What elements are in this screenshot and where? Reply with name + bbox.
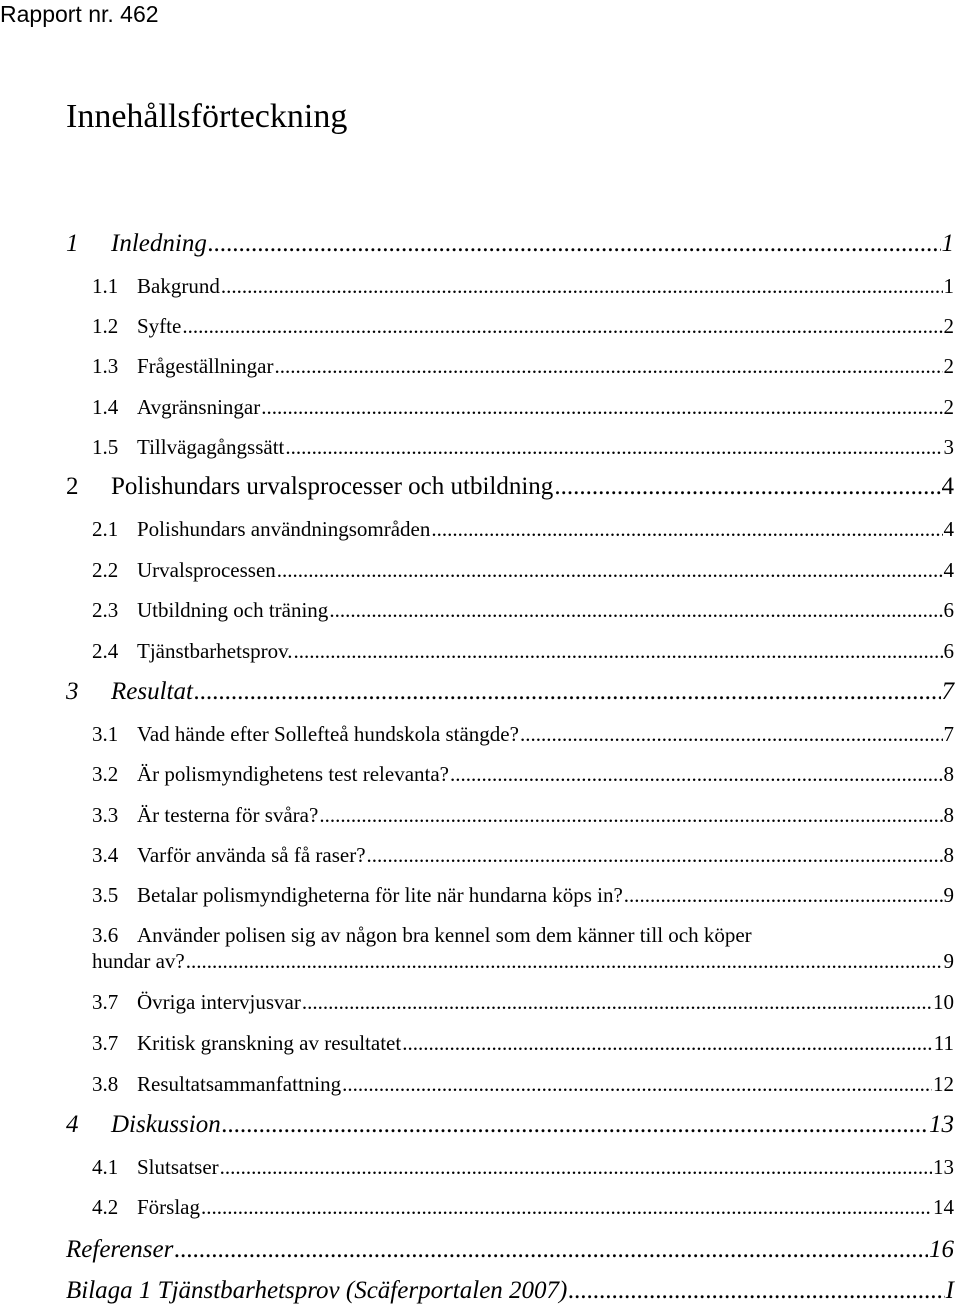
toc-entry-page: 7 [941, 678, 954, 705]
toc-entry-label: Bilaga 1 Tjänstbarhetsprov (Scäferportalen 2007) [66, 1277, 568, 1304]
toc-entry-label: Vad hände efter Sollefteå hundskola stängde? [137, 722, 519, 746]
toc-entry-page: 2 [943, 314, 954, 338]
toc-entry-section[interactable] [92, 761, 954, 787]
toc-dot-leader [186, 948, 943, 974]
toc-entry-page: 2 [943, 395, 954, 419]
toc-entry-page: 14 [933, 1195, 954, 1219]
toc-entry-appendix-1[interactable] [66, 1276, 954, 1306]
toc-entry-page: 8 [943, 843, 954, 867]
toc-entry-section[interactable] [92, 842, 954, 868]
toc-entry-number: 3.6 [92, 923, 119, 947]
toc-entry-number: 3 [66, 678, 79, 705]
toc-dot-leader [319, 802, 942, 828]
toc-entry-label: Diskussion [111, 1111, 221, 1138]
toc-entry-label: Övriga intervjusvar [137, 990, 301, 1014]
toc-entry-number: 3.4 [92, 843, 119, 867]
toc-dot-leader [302, 989, 932, 1015]
toc-entry-page: 12 [933, 1072, 954, 1096]
toc-entry-label-continued: hundar av? [92, 949, 185, 973]
toc-entry-label: Slutsatser [137, 1155, 219, 1179]
toc-entry-section[interactable] [92, 557, 954, 583]
toc-dot-leader [174, 1235, 928, 1265]
toc-entry-section[interactable] [92, 989, 954, 1015]
toc-entry-label: Resultat [111, 678, 193, 705]
toc-entry-label: Utbildning och träning [137, 598, 329, 622]
toc-entry-page: I [945, 1277, 954, 1304]
toc-entry-number: 4.1 [92, 1155, 119, 1179]
toc-dot-leader [220, 1154, 932, 1180]
toc-dot-leader [402, 1030, 933, 1056]
toc-entry-section[interactable] [92, 882, 954, 908]
toc-entry-number: 2.2 [92, 558, 119, 582]
toc-entry-page: 4 [941, 473, 954, 500]
toc-entry-page: 3 [943, 435, 954, 459]
toc-dot-leader [277, 557, 943, 583]
toc-dot-leader [329, 597, 942, 623]
toc-entry-label: Bakgrund [137, 274, 220, 298]
toc-entry-page: 13 [933, 1155, 954, 1179]
toc-dot-leader [182, 313, 942, 339]
toc-dot-leader [624, 882, 943, 908]
toc-entry-number: 3.5 [92, 883, 119, 907]
toc-entry-section[interactable] [92, 1030, 954, 1056]
toc-entry-number: 3.3 [92, 803, 119, 827]
toc-entry-chapter-1[interactable] [66, 229, 954, 259]
report-number-header: Rapport nr. 462 [0, 1, 159, 27]
toc-entry-section[interactable] [92, 802, 954, 828]
toc-dot-leader [208, 229, 941, 259]
toc-entry-label: Är testerna för svåra? [137, 803, 319, 827]
toc-entry-page: 7 [943, 722, 954, 746]
toc-entry-number: 3.1 [92, 722, 119, 746]
toc-entry-section[interactable] [92, 1194, 954, 1220]
toc-entry-label: Inledning [111, 230, 207, 257]
toc-entry-section[interactable] [92, 394, 954, 420]
toc-entry-section[interactable] [92, 922, 954, 974]
toc-dot-leader [342, 1071, 932, 1097]
toc-dot-leader [285, 434, 942, 460]
toc-entry-label: Syfte [137, 314, 182, 338]
toc-entry-section[interactable] [92, 516, 954, 542]
toc-entry-number: 2.3 [92, 598, 119, 622]
toc-entry-number: 4.2 [92, 1195, 119, 1219]
toc-entry-section[interactable] [92, 1071, 954, 1097]
toc-entry-number: 3.2 [92, 762, 119, 786]
toc-dot-leader [367, 842, 943, 868]
toc-entry-page: 16 [929, 1236, 954, 1263]
toc-entry-page: 1 [943, 274, 954, 298]
toc-entry-section[interactable] [92, 353, 954, 379]
toc-entry-label: Kritisk granskning av resultatet [137, 1031, 402, 1055]
toc-entry-section[interactable] [92, 597, 954, 623]
toc-entry-section[interactable] [92, 1154, 954, 1180]
toc-entry-section[interactable] [92, 638, 954, 664]
toc-entry-number: 3.7 [92, 1031, 119, 1055]
toc-dot-leader [450, 761, 943, 787]
toc-entry-page: 4 [943, 517, 954, 541]
toc-entry-label: Använder polisen sig av någon bra kennel som dem känner till och köper [137, 923, 752, 947]
toc-entry-number: 2.1 [92, 517, 119, 541]
toc-entry-page: 1 [941, 230, 954, 257]
toc-entry-section[interactable] [92, 434, 954, 460]
toc-entry-label: Betalar polismyndigheterna för lite när hundarna köps in? [137, 883, 623, 907]
toc-entry-label: Frågeställningar [137, 354, 274, 378]
toc-entry-number: 4 [66, 1111, 79, 1138]
toc-entry-number: 1.4 [92, 395, 119, 419]
toc-dot-leader [294, 638, 943, 664]
toc-entry-page: 9 [943, 883, 954, 907]
toc-dot-leader [431, 516, 942, 542]
toc-entry-page: 9 [943, 949, 954, 973]
toc-entry-label: Polishundars urvalsprocesser och utbildning [111, 473, 554, 500]
toc-entry-label: Referenser [66, 1236, 174, 1263]
toc-entry-page: 6 [943, 598, 954, 622]
toc-entry-number: 2.4 [92, 639, 119, 663]
toc-entry-section[interactable] [92, 721, 954, 747]
toc-entry-page: 8 [943, 762, 954, 786]
toc-entry-number: 1.1 [92, 274, 119, 298]
toc-dot-leader [222, 1110, 928, 1140]
toc-entry-chapter-3[interactable] [66, 677, 954, 707]
toc-entry-references[interactable] [66, 1235, 954, 1265]
toc-entry-chapter-2[interactable] [66, 472, 954, 502]
toc-entry-label: Är polismyndighetens test relevanta? [137, 762, 449, 786]
toc-entry-number: 1 [66, 230, 79, 257]
toc-entry-number: 1.3 [92, 354, 119, 378]
toc-entry-page: 2 [943, 354, 954, 378]
toc-entry-label: Urvalsprocessen [137, 558, 276, 582]
toc-dot-leader [568, 1276, 944, 1306]
toc-entry-section[interactable] [92, 313, 954, 339]
toc-dot-leader [274, 353, 942, 379]
toc-entry-label: Polishundars användningsområden [137, 517, 431, 541]
toc-entry-label: Resultatsammanfattning [137, 1072, 342, 1096]
toc-dot-leader [201, 1194, 932, 1220]
toc-entry-label: Tjänstbarhetsprov. [137, 639, 293, 663]
toc-entry-label: Avgränsningar [137, 395, 261, 419]
toc-entry-chapter-4[interactable] [66, 1110, 954, 1140]
toc-entry-label: Varför använda så få raser? [137, 843, 366, 867]
toc-dot-leader [261, 394, 942, 420]
toc-entry-number: 1.2 [92, 314, 119, 338]
toc-entry-page: 6 [943, 639, 954, 663]
toc-entry-label: Tillvägagångssätt [137, 435, 285, 459]
toc-entry-page: 8 [943, 803, 954, 827]
toc-dot-leader [520, 721, 943, 747]
toc-entry-number: 3.8 [92, 1072, 119, 1096]
toc-entry-page: 4 [943, 558, 954, 582]
toc-dot-leader [221, 273, 943, 299]
toc-entry-section[interactable] [92, 273, 954, 299]
page-title: Innehållsförteckning [66, 98, 348, 135]
toc-entry-page: 13 [929, 1111, 954, 1138]
toc-entry-number: 2 [66, 473, 79, 500]
toc-dot-leader [194, 677, 941, 707]
toc-dot-leader [554, 472, 940, 502]
toc-entry-number: 1.5 [92, 435, 119, 459]
toc-entry-page: 10 [933, 990, 954, 1014]
toc-entry-label: Förslag [137, 1195, 200, 1219]
toc-entry-page: 11 [933, 1031, 954, 1055]
toc-entry-number: 3.7 [92, 990, 119, 1014]
